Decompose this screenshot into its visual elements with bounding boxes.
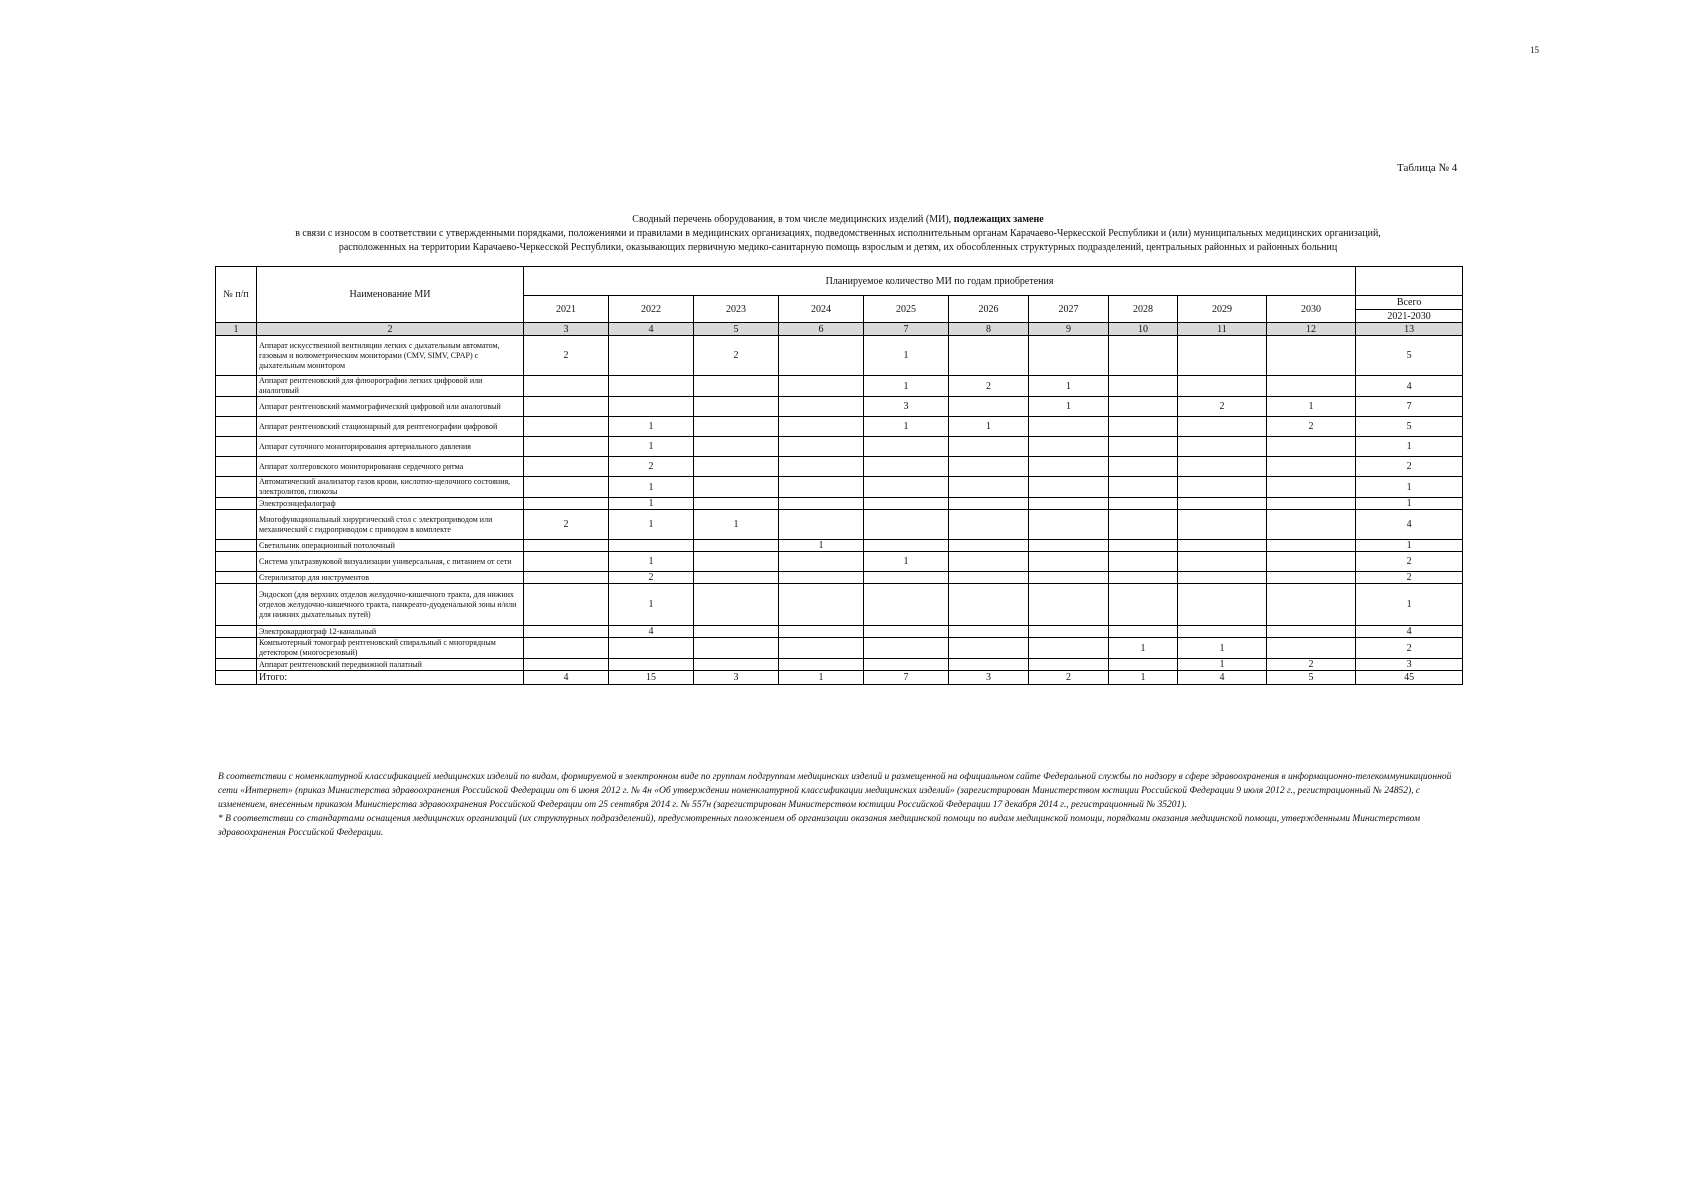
year-value-cell (524, 552, 609, 572)
device-name-cell: Аппарат суточного мониторирования артериального давления (257, 437, 524, 457)
header-year: 2029 (1178, 296, 1267, 323)
year-value-cell (1178, 437, 1267, 457)
year-value-cell (864, 540, 949, 552)
year-value-cell: 1 (609, 437, 694, 457)
year-value-cell (1178, 498, 1267, 510)
year-value-cell (609, 540, 694, 552)
year-value-cell (1267, 477, 1356, 498)
year-value-cell (949, 626, 1029, 638)
row-number-cell (216, 477, 257, 498)
year-value-cell: 1 (864, 417, 949, 437)
column-number: 5 (694, 323, 779, 336)
row-number-cell (216, 552, 257, 572)
table-row (216, 584, 1463, 626)
year-value-cell (1109, 584, 1178, 626)
year-value-cell: 2 (694, 336, 779, 376)
row-total-cell: 1 (1356, 477, 1463, 498)
row-total-cell: 1 (1356, 437, 1463, 457)
row-number-cell (216, 376, 257, 397)
year-value-cell (949, 572, 1029, 584)
year-value-cell (1029, 552, 1109, 572)
table-row (216, 626, 1463, 638)
year-value-cell: 1 (609, 510, 694, 540)
year-value-cell (949, 510, 1029, 540)
year-value-cell (779, 336, 864, 376)
year-value-cell (1109, 626, 1178, 638)
device-name-cell: Компьютерный томограф рентгеновский спиральный с многорядным детектором (многосрезовый) (257, 638, 524, 659)
table-row (216, 437, 1463, 457)
year-value-cell: 2 (1267, 659, 1356, 671)
device-name-cell: Аппарат рентгеновский передвижной палатный (257, 659, 524, 671)
year-value-cell (694, 572, 779, 584)
row-total-cell: 5 (1356, 417, 1463, 437)
row-number-cell (216, 417, 257, 437)
table-row (216, 572, 1463, 584)
column-number: 6 (779, 323, 864, 336)
year-value-cell (1109, 659, 1178, 671)
header-year: 2027 (1029, 296, 1109, 323)
year-value-cell (1178, 336, 1267, 376)
year-value-cell: 1 (694, 510, 779, 540)
year-value-cell: 1 (864, 552, 949, 572)
year-value-cell (779, 584, 864, 626)
caption-line-2: в связи с износом в соответствии с утвержденными порядками, положениями и правилами в медицинских организациях, подведомственных исполнительным органам Карачаево-Черкесской Республики и (или) муниципальных медицинских организаций, (295, 228, 1381, 239)
year-value-cell (694, 540, 779, 552)
year-value-cell (779, 477, 864, 498)
year-value-cell (1109, 477, 1178, 498)
year-total-cell: 1 (1109, 671, 1178, 685)
year-value-cell (1267, 584, 1356, 626)
table-row (216, 376, 1463, 397)
device-name-cell: Аппарат холтеровского мониторирования сердечного ритма (257, 457, 524, 477)
year-value-cell (1029, 626, 1109, 638)
year-value-cell (1109, 540, 1178, 552)
year-value-cell: 1 (1029, 397, 1109, 417)
row-number-cell (216, 397, 257, 417)
year-value-cell (779, 397, 864, 417)
year-value-cell: 2 (609, 457, 694, 477)
year-value-cell (1109, 457, 1178, 477)
year-value-cell (1029, 584, 1109, 626)
year-value-cell (1178, 376, 1267, 397)
year-value-cell: 1 (1109, 638, 1178, 659)
row-number-cell (216, 626, 257, 638)
year-value-cell (1029, 417, 1109, 437)
column-number: 8 (949, 323, 1029, 336)
column-number: 9 (1029, 323, 1109, 336)
table-label: Таблица № 4 (1397, 162, 1458, 174)
page-number: 15 (1530, 45, 1539, 55)
year-value-cell (524, 626, 609, 638)
year-value-cell (1178, 457, 1267, 477)
year-value-cell (864, 477, 949, 498)
year-value-cell (1109, 376, 1178, 397)
year-value-cell: 1 (864, 336, 949, 376)
year-value-cell (1267, 540, 1356, 552)
header-year: 2022 (609, 296, 694, 323)
year-value-cell (524, 457, 609, 477)
year-value-cell (779, 437, 864, 457)
row-number-cell (216, 584, 257, 626)
year-value-cell (1029, 477, 1109, 498)
year-value-cell: 2 (949, 376, 1029, 397)
year-value-cell (609, 376, 694, 397)
table-row (216, 498, 1463, 510)
row-total-cell: 2 (1356, 638, 1463, 659)
year-value-cell (949, 552, 1029, 572)
year-value-cell: 1 (609, 477, 694, 498)
year-value-cell (864, 510, 949, 540)
year-value-cell (1267, 437, 1356, 457)
row-total-cell: 2 (1356, 572, 1463, 584)
year-value-cell (609, 336, 694, 376)
year-value-cell (694, 552, 779, 572)
year-value-cell (949, 638, 1029, 659)
totals-label: Итого: (257, 671, 524, 685)
year-value-cell (779, 659, 864, 671)
header-total: Всего (1356, 296, 1463, 310)
header-year: 2021 (524, 296, 609, 323)
table-row (216, 510, 1463, 540)
row-number-cell (216, 457, 257, 477)
row-number-cell (216, 437, 257, 457)
year-value-cell (1267, 336, 1356, 376)
year-value-cell (1029, 540, 1109, 552)
header-total-range: 2021-2030 (1356, 310, 1463, 323)
year-value-cell (609, 397, 694, 417)
totals-empty-cell (216, 671, 257, 685)
year-value-cell: 3 (864, 397, 949, 417)
year-value-cell (694, 417, 779, 437)
header-year: 2024 (779, 296, 864, 323)
year-value-cell (524, 638, 609, 659)
footnote-standards: * В соответствии со стандартами оснащения медицинских организаций (их структурных подразделений), предусмотренных положением об организации оказания медицинской помощи по видам медицинской помощи, порядками оказания медицинской помощи, утвержденными Министерством здравоохранения Российской Федерации. (218, 814, 1421, 838)
year-value-cell: 1 (1029, 376, 1109, 397)
year-value-cell (524, 498, 609, 510)
year-value-cell: 1 (609, 498, 694, 510)
header-number: № п/п (216, 267, 257, 323)
year-value-cell (1178, 510, 1267, 540)
year-value-cell (949, 584, 1029, 626)
year-value-cell (1178, 540, 1267, 552)
year-value-cell (864, 437, 949, 457)
year-value-cell (524, 397, 609, 417)
year-value-cell: 2 (524, 510, 609, 540)
year-value-cell (949, 336, 1029, 376)
year-value-cell (779, 638, 864, 659)
row-total-cell: 2 (1356, 552, 1463, 572)
equipment-table (215, 266, 1463, 685)
year-value-cell (1109, 397, 1178, 417)
table-row (216, 659, 1463, 671)
year-total-cell: 1 (779, 671, 864, 685)
year-value-cell (524, 477, 609, 498)
year-value-cell: 1 (609, 552, 694, 572)
row-number-cell (216, 510, 257, 540)
year-value-cell (1029, 336, 1109, 376)
caption-line-3: расположенных на территории Карачаево-Черкесской Республики, оказывающих первичную медико-санитарную помощь взрослым и детям, их обособленных структурных подразделений, центральных районных и районных больниц (338, 242, 1338, 253)
footnotes (218, 770, 1462, 840)
year-value-cell: 1 (609, 417, 694, 437)
header-year: 2028 (1109, 296, 1178, 323)
header-year: 2030 (1267, 296, 1356, 323)
year-value-cell (1109, 437, 1178, 457)
row-number-cell (216, 572, 257, 584)
year-value-cell (779, 498, 864, 510)
year-value-cell: 1 (1178, 659, 1267, 671)
year-total-cell: 15 (609, 671, 694, 685)
year-value-cell (694, 376, 779, 397)
year-value-cell (1267, 626, 1356, 638)
row-total-cell: 4 (1356, 510, 1463, 540)
year-value-cell (1029, 659, 1109, 671)
year-value-cell: 2 (1178, 397, 1267, 417)
year-total-cell: 2 (1029, 671, 1109, 685)
table-row (216, 417, 1463, 437)
year-value-cell: 1 (779, 540, 864, 552)
year-value-cell (524, 540, 609, 552)
year-value-cell: 1 (609, 584, 694, 626)
year-value-cell (949, 457, 1029, 477)
year-value-cell (864, 498, 949, 510)
year-value-cell (694, 437, 779, 457)
grand-total-cell: 45 (1356, 671, 1463, 685)
year-value-cell (524, 417, 609, 437)
row-total-cell: 5 (1356, 336, 1463, 376)
year-value-cell: 4 (609, 626, 694, 638)
year-value-cell (1109, 572, 1178, 584)
year-value-cell (779, 457, 864, 477)
year-value-cell (1029, 510, 1109, 540)
table-row (216, 336, 1463, 376)
year-value-cell (779, 552, 864, 572)
year-total-cell: 3 (949, 671, 1029, 685)
year-value-cell (1109, 498, 1178, 510)
year-value-cell (694, 584, 779, 626)
year-value-cell: 2 (1267, 417, 1356, 437)
row-number-cell (216, 638, 257, 659)
year-value-cell (1109, 510, 1178, 540)
table-row (216, 638, 1463, 659)
year-value-cell: 1 (1267, 397, 1356, 417)
column-numbers-row (216, 323, 1463, 336)
year-value-cell (779, 626, 864, 638)
device-name-cell: Стерилизатор для инструментов (257, 572, 524, 584)
year-value-cell (524, 659, 609, 671)
year-value-cell (609, 659, 694, 671)
year-value-cell (1178, 477, 1267, 498)
year-value-cell (694, 477, 779, 498)
year-value-cell (524, 572, 609, 584)
year-value-cell (694, 457, 779, 477)
year-value-cell (694, 626, 779, 638)
totals-row (216, 671, 1463, 685)
row-total-cell: 3 (1356, 659, 1463, 671)
year-value-cell (1178, 552, 1267, 572)
caption-line-1-text: Сводный перечень оборудования, в том числе медицинских изделий (МИ), (632, 214, 954, 225)
header-year: 2023 (694, 296, 779, 323)
column-number: 1 (216, 323, 257, 336)
year-total-cell: 4 (1178, 671, 1267, 685)
header-empty (1356, 267, 1463, 296)
year-value-cell (949, 437, 1029, 457)
device-name-cell: Аппарат рентгеновский для флюорографии легких цифровой или аналоговый (257, 376, 524, 397)
table-row (216, 397, 1463, 417)
year-total-cell: 7 (864, 671, 949, 685)
year-value-cell (1029, 457, 1109, 477)
year-value-cell: 2 (609, 572, 694, 584)
year-value-cell (949, 540, 1029, 552)
row-number-cell (216, 498, 257, 510)
device-name-cell: Эндоскоп (для верхних отделов желудочно-кишечного тракта, для нижних отделов желудочно-кишечного тракта, панкреато-дуоденальной зоны и/или для нижних дыхательных путей) (257, 584, 524, 626)
year-value-cell (864, 638, 949, 659)
year-total-cell: 5 (1267, 671, 1356, 685)
row-total-cell: 2 (1356, 457, 1463, 477)
year-value-cell (1029, 437, 1109, 457)
device-name-cell: Светильник операционный потолочный (257, 540, 524, 552)
year-value-cell (779, 376, 864, 397)
table-caption (214, 213, 1462, 255)
year-value-cell (1267, 376, 1356, 397)
year-value-cell (1178, 584, 1267, 626)
year-value-cell (864, 572, 949, 584)
year-value-cell (864, 457, 949, 477)
year-value-cell (1267, 572, 1356, 584)
year-value-cell (949, 397, 1029, 417)
column-number: 3 (524, 323, 609, 336)
year-value-cell: 1 (864, 376, 949, 397)
year-value-cell: 1 (949, 417, 1029, 437)
year-value-cell (1267, 552, 1356, 572)
device-name-cell: Система ультразвуковой визуализации универсальная, с питанием от сети (257, 552, 524, 572)
header-planned: Планируемое количество МИ по годам приобретения (524, 267, 1356, 296)
table-row (216, 457, 1463, 477)
row-total-cell: 4 (1356, 376, 1463, 397)
year-value-cell (1178, 626, 1267, 638)
year-value-cell (779, 510, 864, 540)
year-value-cell (524, 437, 609, 457)
column-number: 11 (1178, 323, 1267, 336)
year-value-cell (1267, 638, 1356, 659)
column-number: 10 (1109, 323, 1178, 336)
year-value-cell (949, 477, 1029, 498)
year-value-cell (864, 659, 949, 671)
year-value-cell (694, 498, 779, 510)
row-number-cell (216, 540, 257, 552)
year-value-cell (694, 397, 779, 417)
year-value-cell (1267, 457, 1356, 477)
year-value-cell (1178, 417, 1267, 437)
device-name-cell: Аппарат искусственной вентиляции легких с дыхательным автоматом, газовым и волюметрическим мониторами (CMV, SIMV, CPAP) с дыхательным монитором (257, 336, 524, 376)
year-value-cell (1109, 552, 1178, 572)
row-total-cell: 1 (1356, 584, 1463, 626)
year-value-cell (779, 417, 864, 437)
device-name-cell: Электрокардиограф 12-канальный (257, 626, 524, 638)
year-value-cell (864, 626, 949, 638)
table-row (216, 552, 1463, 572)
device-name-cell: Электроэнцефалограф (257, 498, 524, 510)
column-number: 2 (257, 323, 524, 336)
year-value-cell (1029, 498, 1109, 510)
year-value-cell (1029, 572, 1109, 584)
year-value-cell: 1 (1178, 638, 1267, 659)
year-value-cell (864, 584, 949, 626)
table-row (216, 477, 1463, 498)
device-name-cell: Аппарат рентгеновский маммографический цифровой или аналоговый (257, 397, 524, 417)
year-value-cell (694, 638, 779, 659)
year-value-cell (609, 638, 694, 659)
column-number: 4 (609, 323, 694, 336)
year-value-cell (1029, 638, 1109, 659)
caption-emphasis: подлежащих замене (953, 214, 1044, 225)
column-number: 7 (864, 323, 949, 336)
footnote-classification: В соответствии с номенклатурной классификацией медицинских изделий по видам, формируемой в электронном виде по группам подгруппам медицинских изделий и размещенной на официальном сайте Федеральной службы по надзору в сфере здравоохранения в информационно-телекоммуникационной сети «Интернет» (приказ Министерства здравоохранения Российской Федерации от 6 июня 2012 г. № 4н «Об утверждении номенклатурной классификации медицинских изделий» (зарегистрирован Министерством юстиции Российской Федерации 9 июля 2012 г., регистрационный № 24852), с изменением, внесенным приказом Министерства здравоохранения Российской Федерации от 25 сентября 2014 г. № 557н (зарегистрирован Министерством юстиции Российской Федерации 17 декабря 2014 г., регистрационный № 35201). (218, 772, 1452, 810)
year-value-cell (949, 498, 1029, 510)
year-value-cell (1109, 336, 1178, 376)
device-name-cell: Автоматический анализатор газов крови, кислотно-щелочного состояния, электролитов, глюкозы (257, 477, 524, 498)
header-name: Наименование МИ (257, 267, 524, 323)
row-total-cell: 7 (1356, 397, 1463, 417)
header-year: 2025 (864, 296, 949, 323)
year-value-cell (1178, 572, 1267, 584)
year-value-cell (949, 659, 1029, 671)
row-number-cell (216, 659, 257, 671)
column-number: 13 (1356, 323, 1463, 336)
row-total-cell: 4 (1356, 626, 1463, 638)
year-value-cell (524, 376, 609, 397)
column-number: 12 (1267, 323, 1356, 336)
table-row (216, 540, 1463, 552)
year-value-cell (1109, 417, 1178, 437)
year-value-cell (779, 572, 864, 584)
header-year: 2026 (949, 296, 1029, 323)
year-value-cell (1267, 510, 1356, 540)
device-name-cell: Аппарат рентгеновский стационарный для рентгенографии цифровой (257, 417, 524, 437)
year-value-cell (1267, 498, 1356, 510)
row-total-cell: 1 (1356, 540, 1463, 552)
year-value-cell (694, 659, 779, 671)
year-value-cell (524, 584, 609, 626)
year-total-cell: 3 (694, 671, 779, 685)
year-total-cell: 4 (524, 671, 609, 685)
device-name-cell: Многофункциональный хирургический стол с электроприводом или механический с гидроприводом с приводом в комплекте (257, 510, 524, 540)
year-value-cell: 2 (524, 336, 609, 376)
row-total-cell: 1 (1356, 498, 1463, 510)
row-number-cell (216, 336, 257, 376)
caption-line-1 (214, 213, 1462, 227)
